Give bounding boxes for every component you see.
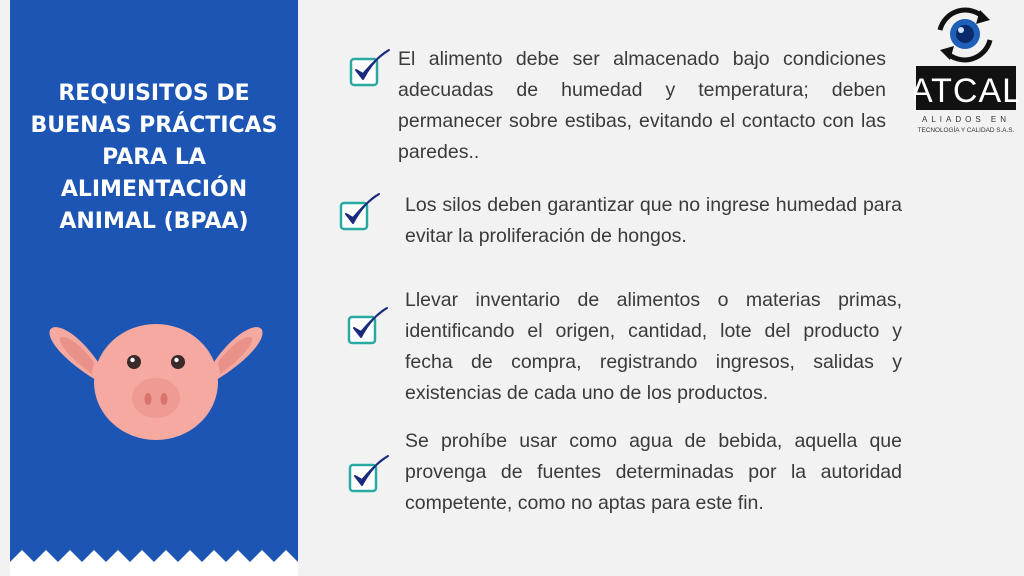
title-line: REQUISITOS DE <box>58 81 250 106</box>
logo-wordmark: ATCAL <box>914 72 1018 110</box>
title-line: ANIMAL (BPAA) <box>59 209 249 234</box>
requirement-text: Los silos deben garantizar que no ingrese humedad para evitar la proliferación de hongos. <box>405 194 902 247</box>
panel-title <box>20 78 288 238</box>
requirement-text: El alimento debe ser almacenado bajo condiciones adecuadas de humedad y temperatura; deben permanecer sobre estibas, evitando el contacto con las paredes.. <box>398 48 886 163</box>
zigzag-border <box>10 550 298 576</box>
title-line: ALIMENTACIÓN <box>60 177 248 202</box>
title-line: PARA LA <box>102 145 206 170</box>
checkbox-checked-icon <box>338 190 382 234</box>
logo-tagline: ALIADOS EN <box>921 115 1011 124</box>
title-panel <box>10 0 298 576</box>
logo-tagline: TECNOLOGÍA Y CALIDAD S.A.S. <box>917 127 1015 134</box>
requirement-text: Llevar inventario de alimentos o materias primas, identificando el origen, cantidad, lote del producto y fecha de compra, registrando ingresos, salidas y existencias de cada uno de los productos. <box>405 289 902 404</box>
atcal-logo <box>914 4 1018 140</box>
checkbox-checked-icon <box>347 452 391 496</box>
pig-face-illustration <box>46 300 266 450</box>
title-line: BUENAS PRÁCTICAS <box>30 113 278 138</box>
checkbox-checked-icon <box>348 46 392 90</box>
requirement-text: Se prohíbe usar como agua de bebida, aquella que provenga de fuentes determinadas por la autoridad competente, como no aptas para este fin. <box>405 430 902 514</box>
atcal-logo-mark <box>914 4 1018 140</box>
checkbox-checked-icon <box>346 304 390 348</box>
